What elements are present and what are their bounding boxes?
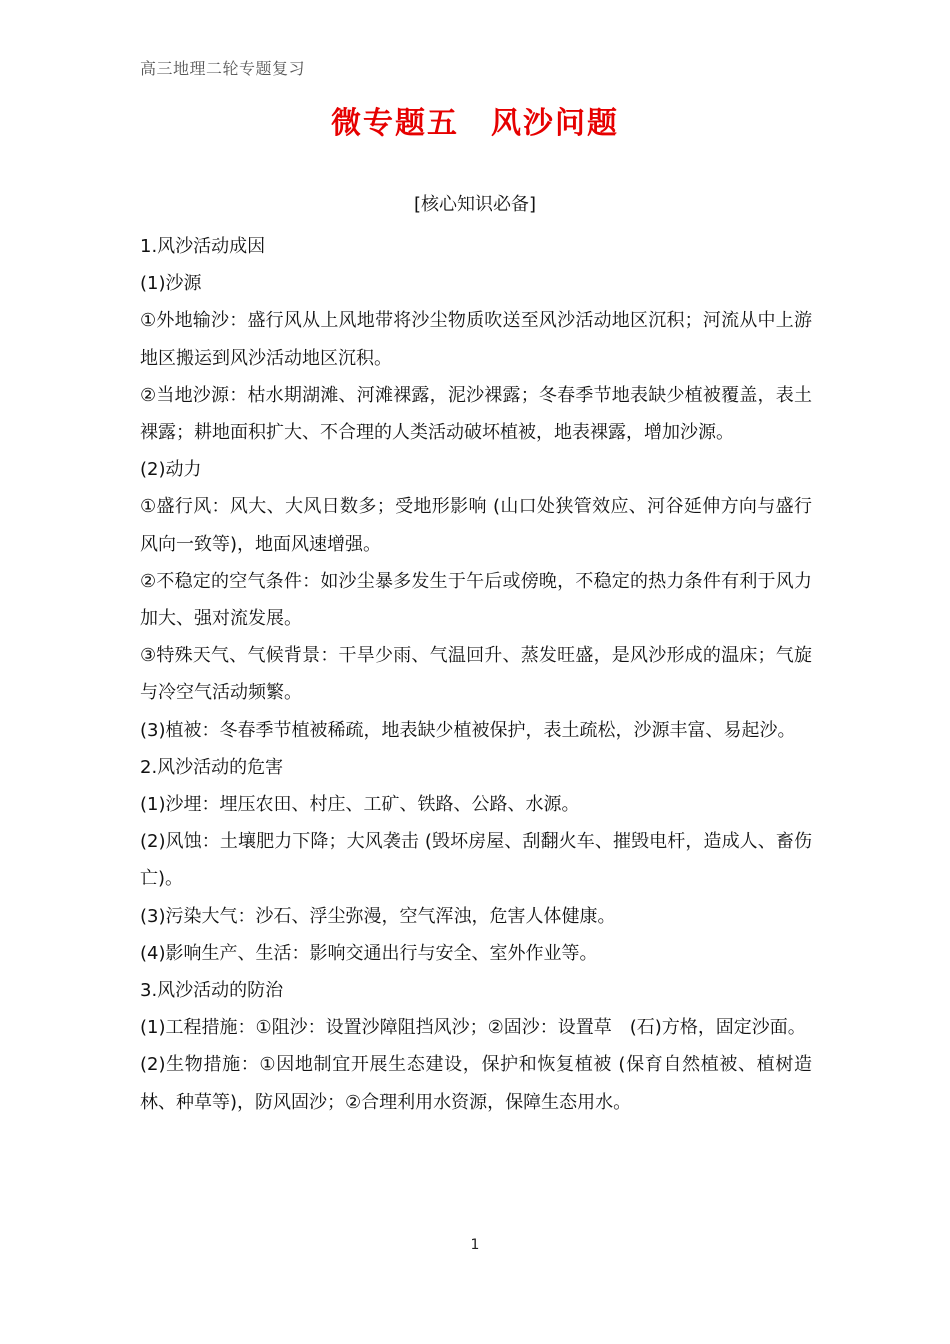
subheading-driving-force: (2)动力: [140, 459, 202, 481]
heading-hazards: 2.风沙活动的危害: [140, 756, 284, 778]
paragraph-biological-measures: (2)生物措施：①因地制宜开展生态建设，保护和恢复植被 (保育自然植被、植树造林、种草等)，防风固沙；②合理利用水资源，保障生态用水。: [140, 1054, 812, 1113]
paragraph-vegetation: (3)植被：冬春季节植被稀疏，地表缺少植被保护，表土疏松，沙源丰富、易起沙。: [140, 719, 796, 741]
page-number: 1: [470, 1237, 480, 1253]
paragraph-special-weather: ③特殊天气、气候背景：干旱少雨、气温回升、蒸发旺盛，是风沙形成的温床；气旋与冷空气活动频繁。: [140, 645, 812, 704]
section-label: [核心知识必备]: [413, 194, 537, 215]
heading-prevention: 3.风沙活动的防治: [140, 980, 284, 1002]
page-title: 微专题五 风沙问题: [331, 106, 619, 141]
subheading-sand-source: (1)沙源: [140, 273, 202, 295]
paragraph-wind-erosion: (2)风蚀：土壤肥力下降；大风袭击 (毁坏房屋、刮翻火车、摧毁电杆，造成人、畜伤亡)。: [140, 831, 812, 890]
heading-causes: 1.风沙活动成因: [140, 236, 266, 257]
paragraph-air-pollution: (3)污染大气：沙石、浮尘弥漫，空气浑浊，危害人体健康。: [140, 905, 616, 927]
running-header: 高三地理二轮专题复习: [140, 59, 306, 78]
paragraph-sand-burial: (1)沙埋：埋压农田、村庄、工矿、铁路、公路、水源。: [140, 794, 580, 816]
paragraph-external-sand: ①外地输沙：盛行风从上风地带将沙尘物质吹送至风沙活动地区沉积；河流从中上游地区搬运到风沙活动地区沉积。: [140, 310, 812, 369]
paragraph-local-sand: ②当地沙源：枯水期湖滩、河滩裸露，泥沙裸露；冬春季节地表缺少植被覆盖，表土裸露；耕地面积扩大、不合理的人类活动破坏植被，地表裸露，增加沙源。: [140, 384, 812, 444]
paragraph-prevailing-wind: ①盛行风：风大、大风日数多；受地形影响 (山口处狭管效应、河谷延伸方向与盛行风向一致等)，地面风速增强。: [140, 496, 812, 555]
paragraph-life-impact: (4)影响生产、生活：影响交通出行与安全、室外作业等。: [140, 942, 598, 964]
paragraph-unstable-air: ②不稳定的空气条件：如沙尘暴多发生于午后或傍晚，不稳定的热力条件有利于风力加大、强对流发展。: [140, 570, 812, 630]
document-body: [140, 228, 812, 1121]
paragraph-engineering-measures: (1)工程措施：①阻沙：设置沙障阻挡风沙；②固沙：设置草 (石)方格，固定沙面。: [140, 1017, 806, 1039]
